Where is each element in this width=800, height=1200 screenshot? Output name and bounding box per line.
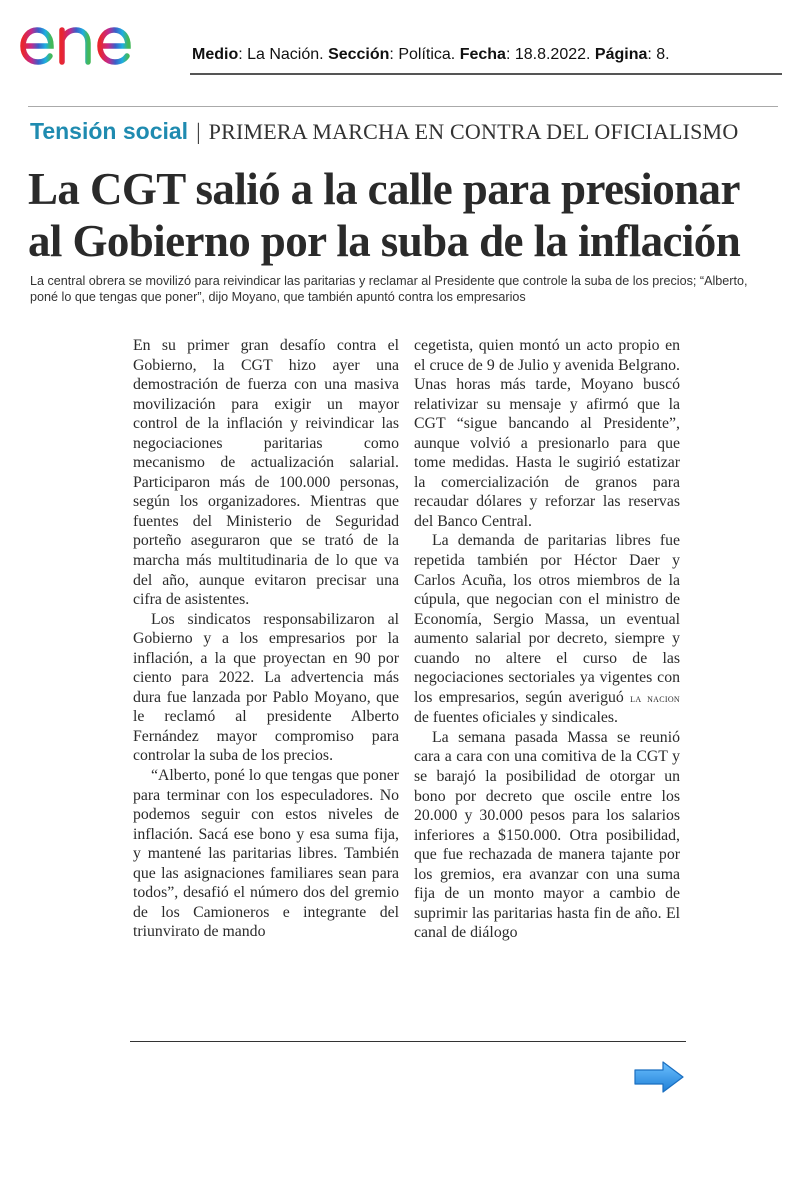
seccion-value: Política.: [398, 46, 456, 63]
fecha-value: 18.8.2022.: [514, 46, 591, 63]
paragraph-text: de fuentes oficiales y sindicales.: [414, 709, 618, 727]
enel-logo: [18, 8, 170, 70]
kicker-topic: PRIMERA MARCHA EN CONTRA DEL OFICIALISMO: [208, 119, 739, 144]
paragraph: “Alberto, poné lo que tengas que poner para terminar con los especuladores. No podemos seguir con estos niveles de inflación. Sacá ese bono y esa suma fija, y mantené las paritarias libres. También que las asignaciones familiares sean para todos”, desafió el número dos del gremio de los Camioneros e integrante del triunvirato de mando: [133, 767, 399, 941]
headline-line-1: La CGT salió a la calle para presionar: [28, 164, 740, 214]
source-name: la nacion: [630, 690, 680, 705]
article-column-1: [133, 336, 399, 942]
headline: [28, 163, 788, 267]
article-top-divider: [28, 106, 778, 107]
paragraph: Los sindicatos responsabilizaron al Gobierno y a los empresarios por la inflación, a la que proyectan en 90 por ciento para 2022. La advertencia más dura fue lanzada por Pablo Moyano, que le reclamó al presidente Alberto Fernández mayor compromiso para controlar la suba de los precios.: [133, 610, 399, 765]
seccion-label: Sección: [328, 46, 390, 63]
pagina-label: Página: [594, 46, 648, 63]
paragraph: La semana pasada Massa se reunió cara a cara con una comitiva de la CGT y se barajó la posibilidad de otorgar un bono por decreto que oscile entre los 20.000 y 30.000 pesos para los salarios inferiores a $150.000. Otra posibilidad, que fue rechazada de manera tajante por los gremios, era avanzar con una suma fija de un monto mayor a cambio de suprimir las paritarias hasta fin de año. El canal de diálogo: [414, 728, 680, 942]
paragraph-text: La demanda de paritarias libres fue repetida también por Héctor Daer y Carlos Acuña, los otros miembros de la cúpula, que negocian con el ministro de Economía, Sergio Massa, un eventual aumento salarial por decreto, siempre y cuando no altere el curso de las negociaciones sectoriales ya vigentes con los empresarios, según averiguó: [414, 532, 680, 706]
source-metadata: Medio: La Nación. Sección: Política. Fecha: 18.8.2022. Página: 8.: [192, 46, 670, 63]
paragraph: [414, 531, 680, 727]
kicker-separator: |: [196, 119, 201, 144]
medio-value: La Nación.: [247, 46, 324, 63]
paragraph: En su primer gran desafío contra el Gobierno, la CGT hizo ayer una demostración de fuerza con una masiva movilización para exigir un mayor control de la inflación y reivindicar las negociaciones paritarias como mecanismo de actualización salarial. Participaron más de 100.000 personas, según los organizadores. Mientras que fuentes del Ministerio de Seguridad porteño aseguraron que se trató de la marcha más multitudinaria de lo que va del año, aunque evitaron precisar una cifra de asistentes.: [133, 337, 399, 609]
arrow-right-icon[interactable]: [633, 1060, 685, 1094]
kicker-section: Tensión social: [30, 118, 189, 144]
kicker: [30, 118, 738, 145]
medio-label: Medio: [192, 46, 239, 63]
article-column-2: [414, 336, 680, 943]
paragraph: cegetista, quien montó un acto propio en el cruce de 9 de Julio y avenida Belgrano. Unas horas más tarde, Moyano buscó relativizar su mensaje y afirmó que la CGT “sigue bancando al Presidente”, aunque volvió a presionarlo para que tome medidas. Hasta le sugirió estatizar la comercialización de granos para recaudar dólares y reforzar las reservas del Banco Central.: [414, 337, 680, 530]
fecha-label: Fecha: [459, 46, 506, 63]
headline-line-2: al Gobierno por la suba de la inflación: [28, 216, 741, 266]
pagina-value: 8.: [656, 46, 670, 63]
deck: La central obrera se movilizó para reivindicar las paritarias y reclamar al Presidente que controle la suba de los precios; “Alberto, poné lo que tengas que poner”, dijo Moyano, que también apuntó contra los empresarios: [30, 274, 748, 304]
header-divider: [190, 73, 782, 75]
article-bottom-divider: [130, 1041, 686, 1042]
